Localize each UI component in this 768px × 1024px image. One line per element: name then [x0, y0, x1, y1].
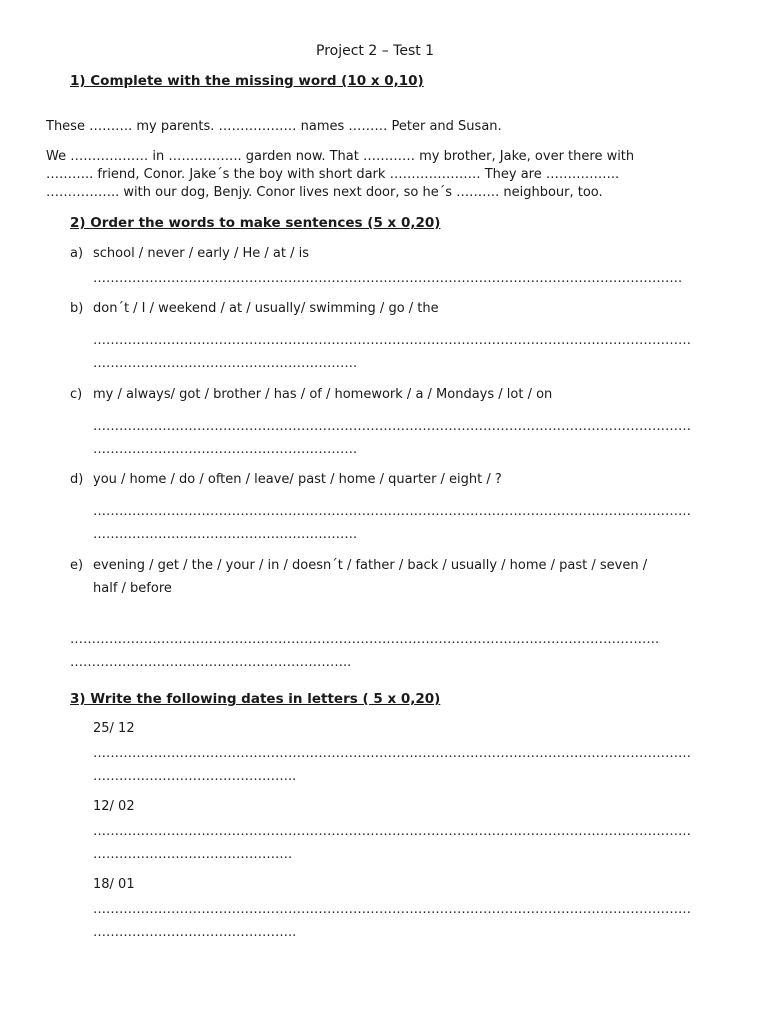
answer-line: ………………………………………………………..: [70, 655, 352, 670]
section-1-heading: 1) Complete with the missing word (10 x 0,10): [70, 73, 424, 89]
answer-line: …………………………………………………………………………………………………………………………: [93, 746, 691, 761]
answer-line: …………………………………………………………………………………………………………………………: [93, 824, 691, 839]
section-1-line: These ………. my parents. ……………… names ……… Peter and Susan.: [46, 119, 502, 134]
answer-line: …………………………………………………….: [93, 356, 358, 371]
answer-line: ……………………………………………………………………………………………………………………….: [70, 632, 660, 647]
item-letter: a): [70, 246, 84, 261]
word-prompt: my / always/ got / brother / has / of / homework / a / Mondays / lot / on: [93, 387, 553, 402]
section-2-heading: 2) Order the words to make sentences (5 x 0,20): [70, 215, 441, 231]
item-letter: e): [70, 558, 84, 573]
item-letter: c): [70, 387, 83, 402]
answer-line: …………………………………………………….: [93, 527, 358, 542]
answer-line: …………………………………………………………………………………………………………………………: [93, 333, 691, 348]
answer-line: ……………………………………………………………………………………………………………………….: [93, 271, 683, 286]
date-prompt: 25/ 12: [93, 721, 135, 736]
page-title: Project 2 – Test 1: [316, 43, 435, 59]
word-prompt: you / home / do / often / leave/ past / home / quarter / eight / ?: [93, 472, 502, 487]
section-1-line: ……….. friend, Conor. Jake´s the boy with short dark ………………… They are ……………..: [46, 167, 620, 182]
section-1-line: We ……………… in …………….. garden now. That ………… my brother, Jake, over there with: [46, 149, 635, 164]
item-letter: d): [70, 472, 84, 487]
answer-line: ………………………………………..: [93, 925, 297, 940]
date-prompt: 12/ 02: [93, 799, 135, 814]
word-prompt: don´t / I / weekend / at / usually/ swimming / go / the: [93, 301, 439, 316]
word-prompt: evening / get / the / your / in / doesn´t / father / back / usually / home / past / seven /: [93, 558, 648, 573]
answer-line: …………………………………………………………………………………………………………………………: [93, 504, 691, 519]
answer-line: ………………………………………..: [93, 769, 297, 784]
answer-line: …………………………………………………….: [93, 442, 358, 457]
word-prompt-continued: half / before: [93, 581, 172, 596]
section-1-line: …………….. with our dog, Benjy. Conor lives next door, so he´s ………. neighbour, too.: [46, 185, 603, 200]
word-prompt: school / never / early / He / at / is: [93, 246, 310, 261]
answer-line: …………………………………………………………………………………………………………………………: [93, 419, 691, 434]
section-3-heading: 3) Write the following dates in letters ( 5 x 0,20): [70, 691, 441, 707]
item-letter: b): [70, 301, 84, 316]
answer-line: ……………………………………….: [93, 847, 293, 862]
date-prompt: 18/ 01: [93, 877, 135, 892]
answer-line: …………………………………………………………………………………………………………………………: [93, 902, 691, 917]
